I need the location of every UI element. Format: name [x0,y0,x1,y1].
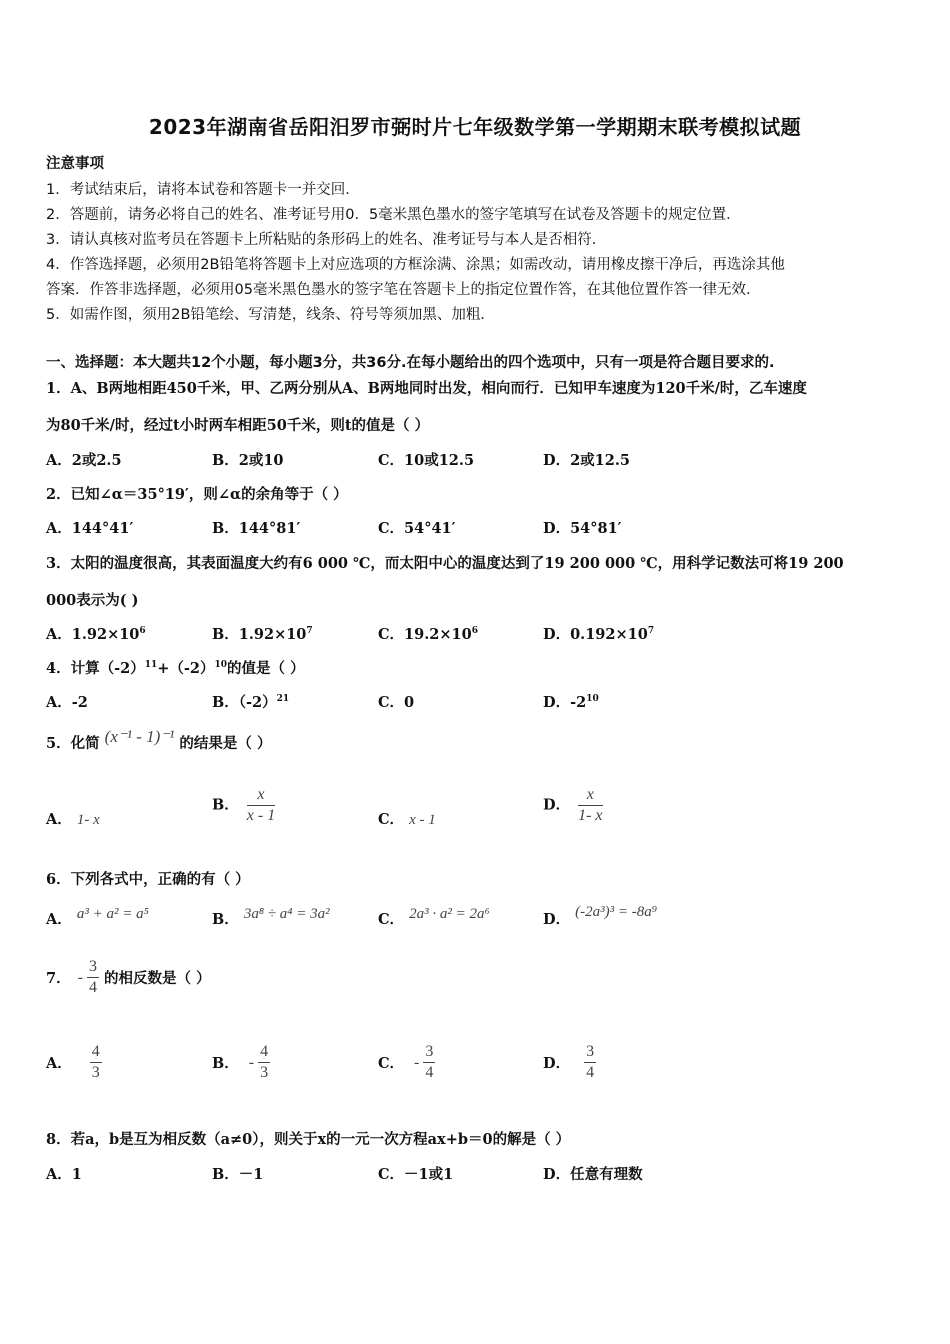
q8-option-d: D．任意有理数 [543,1166,643,1183]
notice-item: 5．如需作图，须用2B铅笔绘、写清楚，线条、符号等须加黑、加粗． [46,307,495,323]
question-4-stem: 4．计算$(-2)^{11}+(-2)^{10}$的值是（ ） [46,660,305,677]
q3-option-b: B．$1.92\times 10^7$ [212,626,313,643]
q6-option-a: A． a³ + a² = a⁵ [46,906,149,928]
q1-option-b: B．2或10 [212,452,284,469]
question-3-line-1: 3．太阳的温度很高，其表面温度大约有6 000 ℃，而太阳中心的温度达到了19 200 000 ℃，用科学记数法可将19 200 [46,555,844,572]
q2-option-c: C．54°41′ [378,520,456,537]
question-8-stem: 8．若a，b是互为相反数（a≠0），则关于x的一元一次方程ax+b＝0的解是（ ） [46,1131,571,1148]
notice-item: 3．请认真核对监考员在答题卡上所粘贴的条形码上的姓名、准考证号与本人是否相符． [46,232,607,248]
q7-option-c: C． - $\frac{3}{4}$ [378,1043,434,1081]
q1-option-c: C．10或12.5 [378,452,475,469]
q5-option-c: C． x - 1 [378,811,436,828]
q6-option-c: C． 2a³ · a² = 2a⁶ [378,906,490,928]
q5-option-b: B． $\frac{x}{x - 1}$ [212,786,276,824]
q6-option-b: B． 3a⁸ ÷ a⁴ = 3a² [212,906,330,928]
notice-item: 1．考试结束后，请将本试卷和答题卡一并交回． [46,182,360,198]
page-title: 2023年湖南省岳阳汨罗市弼时片七年级数学第一学期期末联考模拟试题 [148,115,802,139]
question-1-line-2: 为80千米/时，经过t小时两车相距50千米，则t的值是（ ） [46,417,430,434]
q5-option-a: A． 1- x [46,811,100,828]
q1-option-d: D．2或12.5 [543,452,630,469]
q4-option-a: A．-2 [46,694,88,711]
section-heading: 一、选择题：本大题共12个小题，每小题3分，共36分.在每小题给出的四个选项中，只有一项是符合题目要求的. [46,355,775,371]
notice-item: 4．作答选择题，必须用2B铅笔将答题卡上对应选项的方框涂满、涂黑；如需改动，请用橡皮擦干净后，再选涂其他 [46,257,785,273]
q4-option-c: C．0 [378,694,415,711]
q1-option-a: A．2或2.5 [46,452,122,469]
question-1-line-1: 1．A、B两地相距450千米，甲、乙两分别从A、B两地同时出发，相向而行．已知甲车速度为120千米/时，乙车速度 [46,380,807,397]
notice-item: 2．答题前，请务必将自己的姓名、准考证号用0．5毫米黑色墨水的签字笔填写在试卷及答题卡的规定位置． [46,207,741,223]
q3-option-a: A．$1.92\times 10^6$ [46,626,146,643]
q6-option-d: D． (-2a³)³ = -8a⁹ [543,904,657,928]
q4-option-b: B．$(-2)^{21}$ [212,694,290,711]
q3-option-d: D．$0.192\times 10^7$ [543,626,655,643]
notice-heading: 注意事项 [46,156,104,172]
question-5-stem: 5．化简 (x⁻¹ - 1)⁻¹ 的结果是（ ） [46,727,272,752]
q2-option-b: B．144°81′ [212,520,301,537]
question-3-line-2: 000表示为( ) [46,592,139,609]
question-2-stem: 2．已知∠α＝35°19′，则∠α的余角等于（ ） [46,486,348,503]
q7-option-a: A． $\frac{4}{3}$ [46,1043,100,1081]
q5-option-d: D． $\frac{x}{1- x}$ [543,786,603,824]
q3-option-c: C．$19.2\times 10^6$ [378,626,478,643]
q7-option-d: D． $\frac{3}{4}$ [543,1043,595,1081]
q7-option-b: B． - $\frac{4}{3}$ [212,1043,269,1081]
q8-option-b: B．－1 [212,1166,264,1183]
question-6-stem: 6．下列各式中，正确的有（ ） [46,871,250,888]
q2-option-d: D．54°81′ [543,520,622,537]
q8-option-c: C．－1或1 [378,1166,454,1183]
q5-expression: (x⁻¹ - 1)⁻¹ [104,727,175,746]
notice-item: 答案．作答非选择题，必须用05毫米黑色墨水的签字笔在答题卡上的指定位置作答，在其他位置作答一律无效． [46,282,761,298]
q2-option-a: A．144°41′ [46,520,134,537]
q4-option-d: D．$-2^{10}$ [543,694,599,711]
q8-option-a: A．1 [46,1166,82,1183]
question-7-stem: 7． - $\frac{3}{4}$ 的相反数是（ ） [46,958,211,996]
